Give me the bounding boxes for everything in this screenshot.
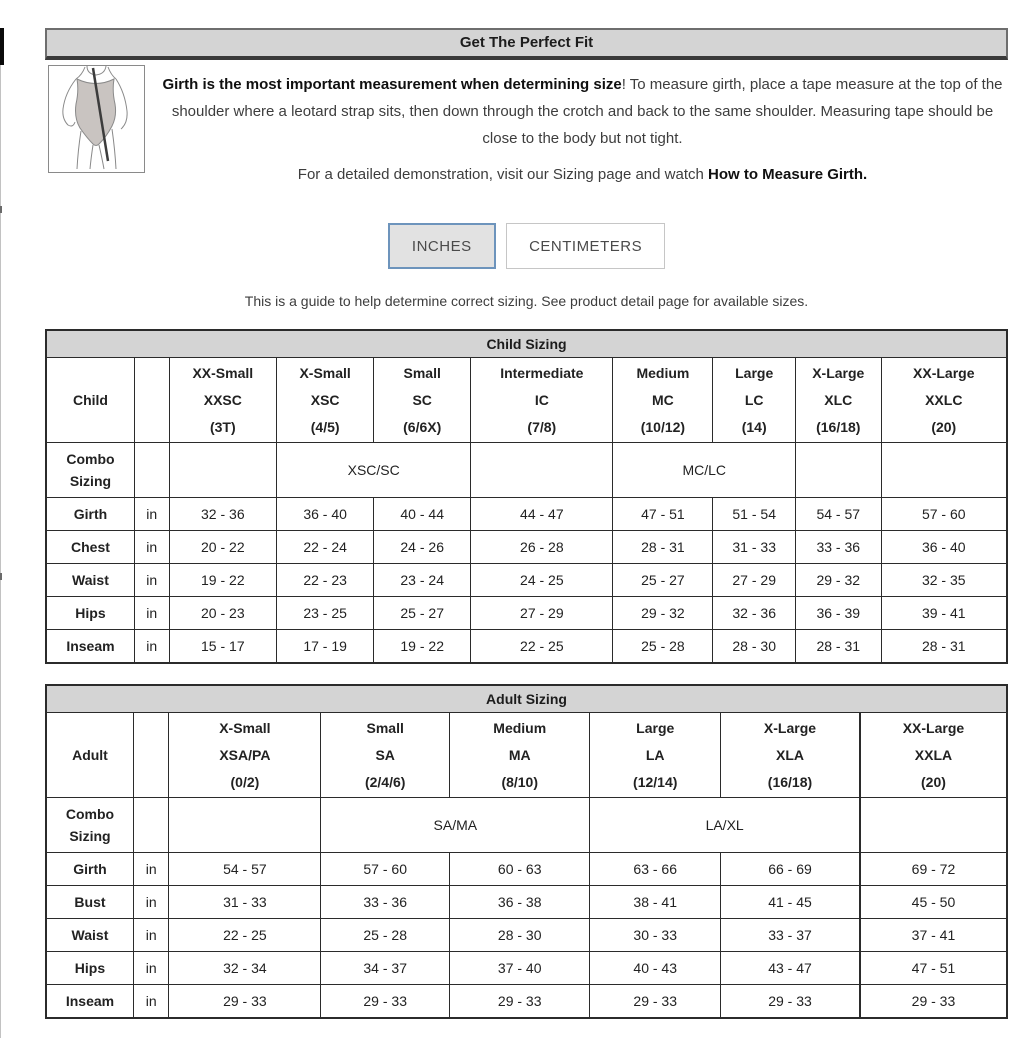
size-value-cell: 36 - 39 <box>796 597 882 630</box>
size-name: XX-Large <box>902 719 965 736</box>
size-value-cell: 38 - 41 <box>590 886 721 919</box>
combo-cell <box>169 798 321 853</box>
measurement-row <box>46 498 1007 531</box>
table-group-label: Child <box>46 358 134 443</box>
centimeters-button[interactable]: CENTIMETERS <box>506 223 665 269</box>
measurement-unit: in <box>133 952 169 985</box>
measurement-label: Waist <box>46 919 133 952</box>
screenshot-left-edge <box>0 28 1 1038</box>
combo-cell: LA/XL <box>590 798 860 853</box>
measurement-unit: in <box>133 853 169 886</box>
size-value-cell: 24 - 26 <box>374 531 471 564</box>
size-range: (16/18) <box>767 773 813 790</box>
combo-cell <box>471 443 613 498</box>
size-name: X-Large <box>763 719 817 736</box>
measurement-row <box>46 597 1007 630</box>
combo-unit-cell <box>134 443 169 498</box>
measurement-label: Chest <box>46 531 134 564</box>
measurement-unit: in <box>134 564 169 597</box>
girth-description <box>159 71 1006 152</box>
size-code: XXLC <box>925 391 963 408</box>
size-value-cell: 27 - 29 <box>471 597 613 630</box>
size-range: (0/2) <box>230 773 260 790</box>
size-value-cell: 19 - 22 <box>374 630 471 664</box>
size-range: (2/4/6) <box>364 773 406 790</box>
size-value-cell: 47 - 51 <box>613 498 713 531</box>
size-value-cell: 23 - 25 <box>277 597 374 630</box>
size-code: LC <box>744 391 764 408</box>
size-column-header <box>796 358 882 443</box>
adult-sizing-table-container <box>45 684 1008 1019</box>
demo-video-title: How to Measure Girth. <box>708 166 868 183</box>
size-value-cell: 51 - 54 <box>713 498 796 531</box>
combo-cell <box>169 443 277 498</box>
size-column-header <box>613 358 713 443</box>
size-value-cell: 47 - 51 <box>860 952 1007 985</box>
girth-description-emphasis: Girth is the most important measurement when determining size <box>162 76 622 93</box>
size-column-header <box>169 713 321 798</box>
size-value-cell: 19 - 22 <box>169 564 277 597</box>
combo-unit-cell <box>133 798 169 853</box>
measurement-row <box>46 919 1007 952</box>
size-name: XX-Small <box>192 364 254 381</box>
size-name: Medium <box>493 719 547 736</box>
size-value-cell: 32 - 36 <box>169 498 277 531</box>
child-sizing-table-container <box>45 329 1008 664</box>
demo-instruction <box>159 166 1006 183</box>
measurement-label: Girth <box>46 853 133 886</box>
size-range: (4/5) <box>310 418 340 435</box>
unit-column-header <box>133 713 169 798</box>
screenshot-corner-artifact <box>0 28 4 65</box>
combo-cell <box>860 798 1007 853</box>
size-column-header <box>590 713 721 798</box>
page-title: Get The Perfect Fit <box>459 34 594 51</box>
size-name: Small <box>366 719 404 736</box>
size-name: X-Large <box>812 364 865 381</box>
measurement-label: Girth <box>46 498 134 531</box>
unit-toggle <box>45 223 1008 269</box>
size-value-cell: 29 - 33 <box>321 985 450 1019</box>
size-value-cell: 43 - 47 <box>721 952 860 985</box>
size-value-cell: 32 - 35 <box>881 564 1007 597</box>
table-group-label: Adult <box>46 713 133 798</box>
size-value-cell: 32 - 34 <box>169 952 321 985</box>
size-value-cell: 29 - 33 <box>860 985 1007 1019</box>
measurement-row <box>46 886 1007 919</box>
size-value-cell: 63 - 66 <box>590 853 721 886</box>
edge-tick <box>0 206 2 213</box>
size-code: XXSC <box>203 391 242 408</box>
inches-button[interactable]: INCHES <box>388 223 496 269</box>
size-column-header <box>321 713 450 798</box>
size-column-header <box>721 713 860 798</box>
measurement-unit: in <box>134 498 169 531</box>
girth-intro-text <box>145 65 1008 183</box>
girth-intro-section <box>45 65 1008 183</box>
size-name: Large <box>636 719 675 736</box>
size-value-cell: 33 - 36 <box>796 531 882 564</box>
measurement-label: Waist <box>46 564 134 597</box>
size-value-cell: 22 - 24 <box>277 531 374 564</box>
measurement-row <box>46 985 1007 1019</box>
size-value-cell: 57 - 60 <box>881 498 1007 531</box>
measurement-unit: in <box>134 630 169 664</box>
size-value-cell: 40 - 44 <box>374 498 471 531</box>
size-value-cell: 36 - 38 <box>450 886 590 919</box>
size-column-header <box>881 358 1007 443</box>
size-value-cell: 37 - 41 <box>860 919 1007 952</box>
size-value-cell: 28 - 31 <box>796 630 882 664</box>
size-range: (12/14) <box>633 773 678 790</box>
combo-sizing-label: Combo Sizing <box>46 798 133 853</box>
size-code: XLA <box>775 746 804 763</box>
measurement-unit: in <box>134 597 169 630</box>
size-column-header <box>277 358 374 443</box>
measurement-row <box>46 531 1007 564</box>
size-code: SC <box>412 391 432 408</box>
leotard-girth-icon <box>49 66 144 170</box>
measurement-label: Bust <box>46 886 133 919</box>
combo-cell: SA/MA <box>321 798 590 853</box>
size-range: (14) <box>741 418 767 435</box>
page-title-bar <box>45 28 1008 60</box>
measurement-unit: in <box>133 919 169 952</box>
size-code: XXLA <box>914 746 953 763</box>
size-value-cell: 23 - 24 <box>374 564 471 597</box>
size-code: IC <box>534 391 549 408</box>
size-range: (7/8) <box>527 418 557 435</box>
size-name: Intermediate <box>500 364 584 381</box>
table-title: Adult Sizing <box>46 685 1007 713</box>
table-title: Child Sizing <box>46 330 1007 358</box>
size-value-cell: 54 - 57 <box>169 853 321 886</box>
size-value-cell: 29 - 33 <box>721 985 860 1019</box>
size-code: XLC <box>824 391 853 408</box>
size-value-cell: 33 - 37 <box>721 919 860 952</box>
size-name: Large <box>735 364 774 381</box>
size-value-cell: 26 - 28 <box>471 531 613 564</box>
size-value-cell: 54 - 57 <box>796 498 882 531</box>
size-code: XSC <box>310 391 340 408</box>
size-value-cell: 22 - 25 <box>169 919 321 952</box>
size-column-header <box>374 358 471 443</box>
size-value-cell: 17 - 19 <box>277 630 374 664</box>
size-range: (6/6X) <box>403 418 442 435</box>
girth-description-body: ! To measure girth, place a tape measure at the top of the shoulder where a leotard strap sits, then down through the crotch and back to the same shoulder. Measuring tape should be close to the body but not tight. <box>171 76 1003 147</box>
adult-sizing-table <box>45 684 1008 1019</box>
measurement-unit: in <box>133 886 169 919</box>
size-value-cell: 29 - 33 <box>450 985 590 1019</box>
size-value-cell: 39 - 41 <box>881 597 1007 630</box>
size-value-cell: 25 - 28 <box>613 630 713 664</box>
size-code: MC <box>652 391 674 408</box>
size-value-cell: 37 - 40 <box>450 952 590 985</box>
size-name: X-Small <box>219 719 271 736</box>
girth-measurement-image <box>48 65 145 173</box>
size-value-cell: 69 - 72 <box>860 853 1007 886</box>
size-value-cell: 25 - 27 <box>613 564 713 597</box>
size-column-header <box>450 713 590 798</box>
size-value-cell: 22 - 25 <box>471 630 613 664</box>
size-value-cell: 40 - 43 <box>590 952 721 985</box>
size-value-cell: 66 - 69 <box>721 853 860 886</box>
size-name: X-Small <box>299 364 351 381</box>
combo-cell <box>796 443 882 498</box>
size-value-cell: 25 - 27 <box>374 597 471 630</box>
size-value-cell: 29 - 33 <box>590 985 721 1019</box>
size-range: (20) <box>921 773 946 790</box>
size-value-cell: 28 - 31 <box>881 630 1007 664</box>
sizing-guide-note: This is a guide to help determine correct sizing. See product detail page for available sizes. <box>244 293 809 309</box>
measurement-label: Hips <box>46 952 133 985</box>
size-code: XSA/PA <box>219 746 271 763</box>
size-range: (8/10) <box>501 773 539 790</box>
size-value-cell: 28 - 30 <box>450 919 590 952</box>
size-value-cell: 22 - 23 <box>277 564 374 597</box>
size-column-header <box>169 358 277 443</box>
size-chart-page <box>45 28 1008 1019</box>
size-value-cell: 60 - 63 <box>450 853 590 886</box>
size-value-cell: 31 - 33 <box>713 531 796 564</box>
size-value-cell: 57 - 60 <box>321 853 450 886</box>
size-value-cell: 24 - 25 <box>471 564 613 597</box>
measurement-label: Inseam <box>46 985 133 1019</box>
measurement-row <box>46 853 1007 886</box>
combo-sizing-label: Combo Sizing <box>46 443 134 498</box>
edge-tick <box>0 573 2 580</box>
size-value-cell: 27 - 29 <box>713 564 796 597</box>
measurement-label: Hips <box>46 597 134 630</box>
size-value-cell: 29 - 32 <box>613 597 713 630</box>
size-value-cell: 36 - 40 <box>881 531 1007 564</box>
size-value-cell: 45 - 50 <box>860 886 1007 919</box>
measurement-unit: in <box>134 531 169 564</box>
demo-instruction-text: For a detailed demonstration, visit our Sizing page and watch <box>297 166 709 183</box>
size-value-cell: 34 - 37 <box>321 952 450 985</box>
child-sizing-table <box>45 329 1008 664</box>
size-value-cell: 31 - 33 <box>169 886 321 919</box>
size-value-cell: 30 - 33 <box>590 919 721 952</box>
size-code: MA <box>508 746 531 763</box>
size-range: (10/12) <box>640 418 686 435</box>
size-code: LA <box>645 746 665 763</box>
size-value-cell: 36 - 40 <box>277 498 374 531</box>
size-value-cell: 28 - 30 <box>713 630 796 664</box>
size-value-cell: 44 - 47 <box>471 498 613 531</box>
size-name: Medium <box>636 364 690 381</box>
combo-cell <box>881 443 1007 498</box>
measurement-label: Inseam <box>46 630 134 664</box>
size-value-cell: 15 - 17 <box>169 630 277 664</box>
combo-cell: XSC/SC <box>277 443 471 498</box>
size-value-cell: 20 - 23 <box>169 597 277 630</box>
size-value-cell: 32 - 36 <box>713 597 796 630</box>
size-value-cell: 33 - 36 <box>321 886 450 919</box>
size-value-cell: 29 - 33 <box>169 985 321 1019</box>
size-column-header <box>860 713 1007 798</box>
size-range: (3T) <box>209 418 236 435</box>
measurement-unit: in <box>133 985 169 1019</box>
measurement-row <box>46 630 1007 664</box>
unit-column-header <box>134 358 169 443</box>
size-range: (20) <box>931 418 957 435</box>
size-code: SA <box>375 746 395 763</box>
measurement-row <box>46 952 1007 985</box>
size-column-header <box>713 358 796 443</box>
combo-cell: MC/LC <box>613 443 796 498</box>
size-value-cell: 20 - 22 <box>169 531 277 564</box>
size-name: Small <box>403 364 441 381</box>
size-range: (16/18) <box>816 418 861 435</box>
size-column-header <box>471 358 613 443</box>
size-value-cell: 25 - 28 <box>321 919 450 952</box>
size-name: XX-Large <box>913 364 975 381</box>
measurement-row <box>46 564 1007 597</box>
size-value-cell: 28 - 31 <box>613 531 713 564</box>
size-value-cell: 41 - 45 <box>721 886 860 919</box>
size-value-cell: 29 - 32 <box>796 564 882 597</box>
